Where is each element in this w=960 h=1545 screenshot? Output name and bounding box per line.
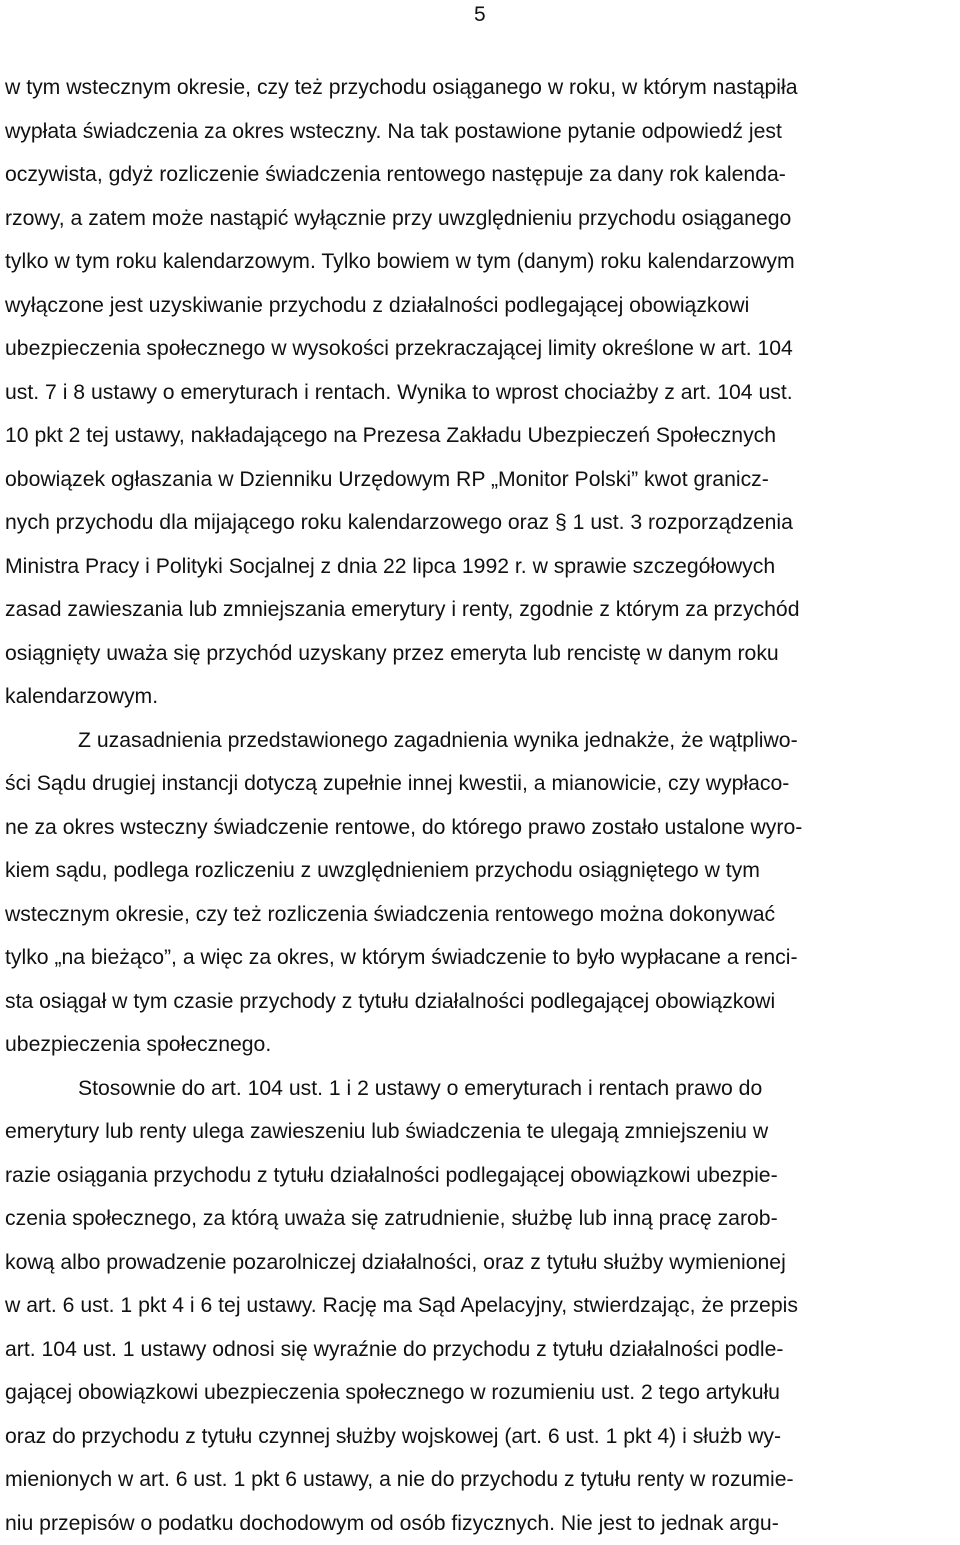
text-line: wypłata świadczenia za okres wsteczny. Na tak postawione pytanie odpowiedź jest — [5, 110, 960, 154]
text-line: ne za okres wsteczny świadczenie rentowe, do którego prawo zostało ustalone wyro- — [5, 806, 960, 850]
text-line: kalendarzowym. — [5, 675, 960, 719]
text-line: zasad zawieszania lub zmniejszania emerytury i renty, zgodnie z którym za przychód — [5, 588, 960, 632]
text-line: ubezpieczenia społecznego w wysokości przekraczającej limity określone w art. 104 — [5, 327, 960, 371]
page-number: 5 — [474, 2, 486, 28]
text-line: tylko „na bieżąco”, a więc za okres, w którym świadczenie to było wypłacane a renci- — [5, 936, 960, 980]
text-line: gającej obowiązkowi ubezpieczenia społecznego w rozumieniu ust. 2 tego artykułu — [5, 1371, 960, 1415]
text-line: niu przepisów o podatku dochodowym od osób fizycznych. Nie jest to jednak argu- — [5, 1502, 960, 1545]
text-line: ust. 7 i 8 ustawy o emeryturach i rentach. Wynika to wprost chociażby z art. 104 ust. — [5, 371, 960, 415]
text-line: czenia społecznego, za którą uważa się zatrudnienie, służbę lub inną pracę zarob- — [5, 1197, 960, 1241]
text-line: oraz do przychodu z tytułu czynnej służby wojskowej (art. 6 ust. 1 pkt 4) i służb wy- — [5, 1415, 960, 1459]
text-line: wyłączone jest uzyskiwanie przychodu z działalności podlegającej obowiązkowi — [5, 284, 960, 328]
text-line: kiem sądu, podlega rozliczeniu z uwzględnieniem przychodu osiągniętego w tym — [5, 849, 960, 893]
text-line: osiągnięty uważa się przychód uzyskany przez emeryta lub rencistę w danym roku — [5, 632, 960, 676]
text-line: mienionych w art. 6 ust. 1 pkt 6 ustawy, a nie do przychodu z tytułu renty w rozumie- — [5, 1458, 960, 1502]
paragraph-start-line: Z uzasadnienia przedstawionego zagadnienia wynika jednakże, że wątpliwo- — [5, 719, 960, 763]
paragraph-start-line: Stosownie do art. 104 ust. 1 i 2 ustawy o emeryturach i rentach prawo do — [5, 1067, 960, 1111]
text-line: 10 pkt 2 tej ustawy, nakładającego na Prezesa Zakładu Ubezpieczeń Społecznych — [5, 414, 960, 458]
text-line: nych przychodu dla mijającego roku kalendarzowego oraz § 1 ust. 3 rozporządzenia — [5, 501, 960, 545]
text-line: tylko w tym roku kalendarzowym. Tylko bowiem w tym (danym) roku kalendarzowym — [5, 240, 960, 284]
text-line: ści Sądu drugiej instancji dotyczą zupełnie innej kwestii, a mianowicie, czy wypłaco- — [5, 762, 960, 806]
text-line: w art. 6 ust. 1 pkt 4 i 6 tej ustawy. Rację ma Sąd Apelacyjny, stwierdzając, że przepis — [5, 1284, 960, 1328]
text-line: Ministra Pracy i Polityki Socjalnej z dnia 22 lipca 1992 r. w sprawie szczegółowych — [5, 545, 960, 589]
text-line: emerytury lub renty ulega zawieszeniu lub świadczenia te ulegają zmniejszeniu w — [5, 1110, 960, 1154]
text-line: rzowy, a zatem może nastąpić wyłącznie przy uwzględnieniu przychodu osiąganego — [5, 197, 960, 241]
text-line: art. 104 ust. 1 ustawy odnosi się wyraźnie do przychodu z tytułu działalności podle- — [5, 1328, 960, 1372]
text-line: oczywista, gdyż rozliczenie świadczenia rentowego następuje za dany rok kalenda- — [5, 153, 960, 197]
text-line: w tym wstecznym okresie, czy też przychodu osiąganego w roku, w którym nastąpiła — [5, 66, 960, 110]
text-line: kową albo prowadzenie pozarolniczej działalności, oraz z tytułu służby wymienionej — [5, 1241, 960, 1285]
text-line: wstecznym okresie, czy też rozliczenia świadczenia rentowego można dokonywać — [5, 893, 960, 937]
body-text — [5, 66, 960, 1545]
text-line: razie osiągania przychodu z tytułu działalności podlegającej obowiązkowi ubezpie- — [5, 1154, 960, 1198]
text-line: obowiązek ogłaszania w Dzienniku Urzędowym RP „Monitor Polski” kwot granicz- — [5, 458, 960, 502]
text-line: sta osiągał w tym czasie przychody z tytułu działalności podlegającej obowiązkowi — [5, 980, 960, 1024]
text-line: ubezpieczenia społecznego. — [5, 1023, 960, 1067]
